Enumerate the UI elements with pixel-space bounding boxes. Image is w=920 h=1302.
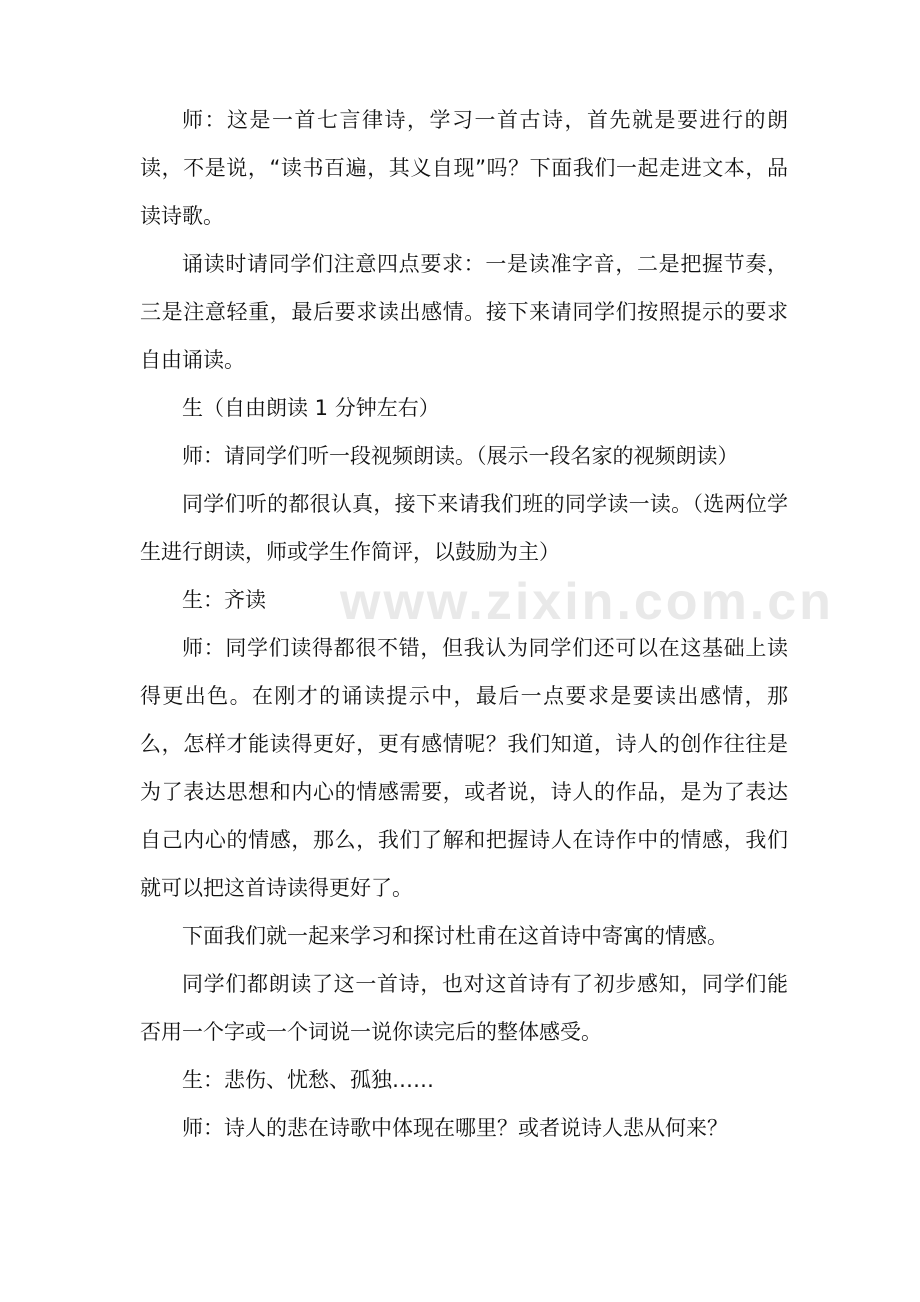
- paragraph-class-reading: 同学们听的都很认真，接下来请我们班的同学读一读。（选两位学生进行朗读，师或学生作简评，以鼓励为主）: [140, 492, 788, 564]
- paragraph-student-answer: 生：悲伤、忧愁、孤独……: [182, 1068, 434, 1092]
- paragraph-teacher-question: 师：诗人的悲在诗歌中体现在哪里？或者说诗人悲从何来？: [182, 1116, 728, 1140]
- paragraph-reading-requirements: 诵读时请同学们注意四点要求：一是读准字音，二是把握节奏，三是注意轻重，最后要求读出感情。接下来请同学们按照提示的要求自由诵读。: [140, 252, 788, 372]
- paragraph-overall-feeling: 同学们都朗读了这一首诗，也对这首诗有了初步感知，同学们能否用一个字或一个词说一说你读完后的整体感受。: [140, 972, 788, 1044]
- paragraph-teacher-emotion: 师：同学们读得都很不错，但我认为同学们还可以在这基础上读得更出色。在刚才的诵读提示中，最后一点要求是要读出感情，那么，怎样才能读得更好，更有感情呢？我们知道，诗人的创作往往是为了表达思想和内心的情感需要，或者说，诗人的作品，是为了表达自己内心的情感，那么，我们了解和把握诗人在诗作中的情感，我们就可以把这首诗读得更好了。: [140, 636, 788, 900]
- paragraph-student-free-reading: 生（自由朗读 1 分钟左右）: [182, 396, 440, 420]
- paragraph-explore-emotion: 下面我们就一起来学习和探讨杜甫在这首诗中寄寓的情感。: [182, 924, 728, 948]
- paragraph-student-read-together: 生：齐读: [182, 588, 266, 612]
- paragraph-teacher-video: 师：请同学们听一段视频朗读。（展示一段名家的视频朗读）: [182, 444, 739, 468]
- site-watermark: www.zixin.com.cn: [340, 573, 834, 631]
- paragraph-teacher-intro: 师：这是一首七言律诗，学习一首古诗，首先就是要进行的朗读，不是说，“读书百遍，其义自现”吗？下面我们一起走进文本，品读诗歌。: [140, 108, 788, 228]
- document-body: [140, 96, 788, 1152]
